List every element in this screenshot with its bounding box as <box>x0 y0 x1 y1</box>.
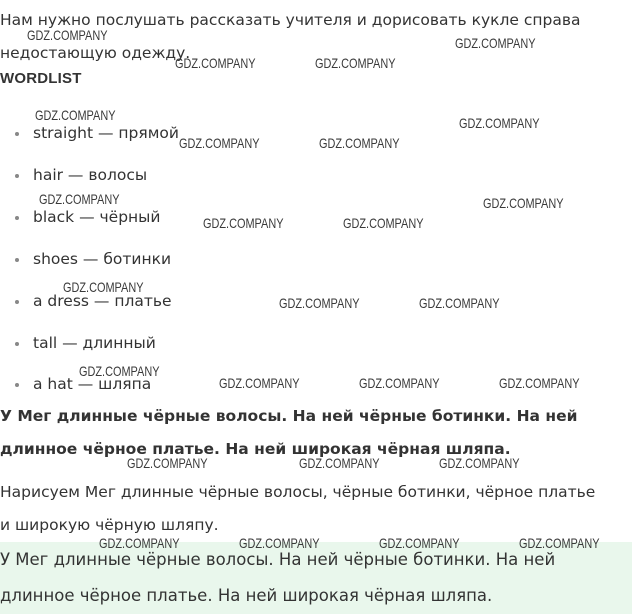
answer-box <box>0 542 632 614</box>
watermark: GDZ.COMPANY <box>79 363 160 379</box>
wordlist-item-text: black — чёрный <box>33 208 161 226</box>
watermark: GDZ.COMPANY <box>39 191 120 207</box>
watermark: GDZ.COMPANY <box>483 195 564 211</box>
wordlist-item-text: a dress — платье <box>33 292 172 310</box>
bullet-icon <box>15 174 19 178</box>
watermark: GDZ.COMPANY <box>299 455 380 471</box>
watermark: GDZ.COMPANY <box>35 107 116 123</box>
watermark: GDZ.COMPANY <box>343 215 424 231</box>
watermark: GDZ.COMPANY <box>359 375 440 391</box>
watermark: GDZ.COMPANY <box>27 27 108 43</box>
watermark: GDZ.COMPANY <box>499 375 580 391</box>
bullet-icon <box>15 216 19 220</box>
wordlist-item <box>15 374 151 394</box>
watermark: GDZ.COMPANY <box>63 279 144 295</box>
wordlist-heading: WORDLIST <box>0 70 82 87</box>
wordlist-item <box>15 207 160 227</box>
watermark: GDZ.COMPANY <box>203 215 284 231</box>
wordlist-item-text: a hat — шляпа <box>33 375 152 393</box>
watermark: GDZ.COMPANY <box>179 135 260 151</box>
bullet-icon <box>15 132 19 136</box>
watermark: GDZ.COMPANY <box>419 295 500 311</box>
watermark: GDZ.COMPANY <box>175 55 256 71</box>
bullet-icon <box>15 300 19 304</box>
wordlist-item-text: straight — прямой <box>33 124 179 142</box>
watermark: GDZ.COMPANY <box>319 135 400 151</box>
watermark: GDZ.COMPANY <box>519 535 600 551</box>
wordlist-item <box>15 165 147 185</box>
watermark: GDZ.COMPANY <box>239 535 320 551</box>
watermark: GDZ.COMPANY <box>99 535 180 551</box>
story-bold-paragraph: У Мег длинные чёрные волосы. На ней чёрные ботинки. На ней длинное чёрное платье. На ней широкая чёрная шляпа. <box>0 407 578 458</box>
watermark: GDZ.COMPANY <box>127 455 208 471</box>
wordlist-item <box>15 249 171 269</box>
watermark: GDZ.COMPANY <box>279 295 360 311</box>
watermark: GDZ.COMPANY <box>379 535 460 551</box>
answer-text: У Мег длинные чёрные волосы. На ней чёрные ботинки. На ней длинное чёрное платье. На ней широкая чёрная шляпа. <box>0 550 556 605</box>
wordlist-item-text: hair — волосы <box>33 166 148 184</box>
watermark: GDZ.COMPANY <box>439 455 520 471</box>
intro-text: Нам нужно послушать рассказать учителя и дорисовать кукле справа недостающую одежду. <box>0 11 581 62</box>
bullet-icon <box>15 383 19 387</box>
wordlist-item-text: shoes — ботинки <box>33 250 172 268</box>
bullet-icon <box>15 258 19 262</box>
watermark: GDZ.COMPANY <box>219 375 300 391</box>
bullet-icon <box>15 342 19 346</box>
watermark: GDZ.COMPANY <box>455 35 536 51</box>
wordlist-item-text: tall — длинный <box>33 334 156 352</box>
wordlist-item <box>15 333 156 353</box>
watermark: GDZ.COMPANY <box>315 55 396 71</box>
wordlist-item <box>15 123 179 143</box>
story-plain-paragraph: Нарисуем Мег длинные чёрные волосы, чёрные ботинки, чёрное платье и широкую чёрную шляпу. <box>0 483 596 534</box>
wordlist-item <box>15 291 172 311</box>
watermark: GDZ.COMPANY <box>459 115 540 131</box>
